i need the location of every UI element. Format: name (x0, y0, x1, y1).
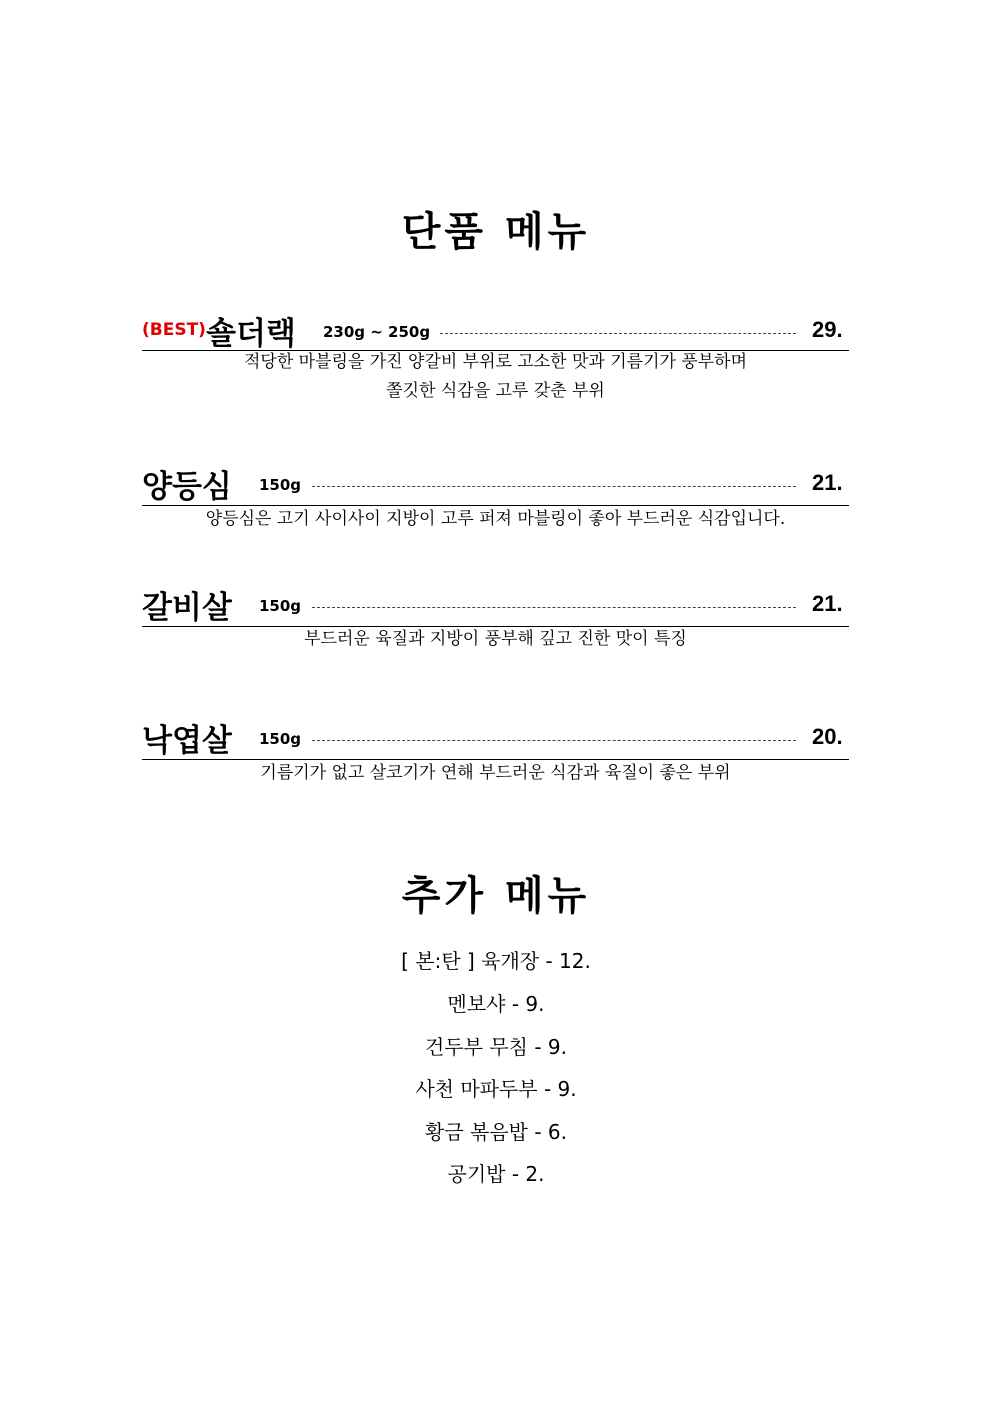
description-line: 부드러운 육질과 지방이 풍부해 깊고 진한 맛이 특징 (304, 629, 687, 649)
menu-item (142, 461, 849, 505)
item-description (142, 759, 849, 788)
dotted-leader (312, 486, 796, 487)
item-weight: 150g (259, 730, 302, 748)
extra-menu-item: 황금 볶음밥 - 6. (425, 1120, 567, 1144)
dotted-leader (440, 333, 796, 334)
extra-menu-item: 공기밥 - 2. (447, 1162, 545, 1186)
dotted-leader (312, 740, 796, 741)
menu-item (142, 582, 849, 626)
item-price: 20. (812, 724, 843, 749)
item-description (142, 625, 849, 654)
menu-item (142, 308, 849, 352)
description-line: 기름기가 없고 살코기가 연해 부드러운 식감과 육질이 좋은 부위 (260, 763, 731, 783)
item-weight: 150g (259, 597, 302, 615)
dotted-leader (312, 607, 796, 608)
item-price: 21. (812, 591, 843, 616)
item-name: 숄더랙 (206, 316, 296, 352)
extra-menu-item: [ 본:탄 ] 육개장 - 12. (401, 949, 591, 973)
item-name: 양등심 (142, 469, 232, 505)
description-line: 쫄깃한 식감을 고루 갖춘 부위 (386, 381, 605, 401)
item-weight: 230g ~ 250g (323, 323, 431, 341)
menu-item (142, 715, 849, 759)
item-price: 29. (812, 317, 843, 342)
item-price: 21. (812, 470, 843, 495)
description-line: 양등심은 고기 사이사이 지방이 고루 퍼져 마블링이 좋아 부드러운 식감입니다. (205, 509, 786, 529)
best-badge: (BEST) (142, 320, 206, 340)
extra-menu-item: 건두부 무침 - 9. (425, 1035, 567, 1059)
item-name: 갈비살 (142, 590, 232, 626)
extra-menu-title: 추가 메뉴 (401, 873, 591, 919)
single-menu-title: 단품 메뉴 (401, 209, 591, 255)
item-description (142, 505, 849, 534)
description-line: 적당한 마블링을 가진 양갈비 부위로 고소한 맛과 기름기가 풍부하며 (243, 352, 748, 372)
extra-menu-item: 멘보샤 - 9. (447, 992, 545, 1016)
item-name: 낙엽살 (142, 723, 232, 759)
item-weight: 150g (259, 476, 302, 494)
item-description (142, 348, 849, 406)
extra-menu-item: 사천 마파두부 - 9. (415, 1077, 577, 1101)
